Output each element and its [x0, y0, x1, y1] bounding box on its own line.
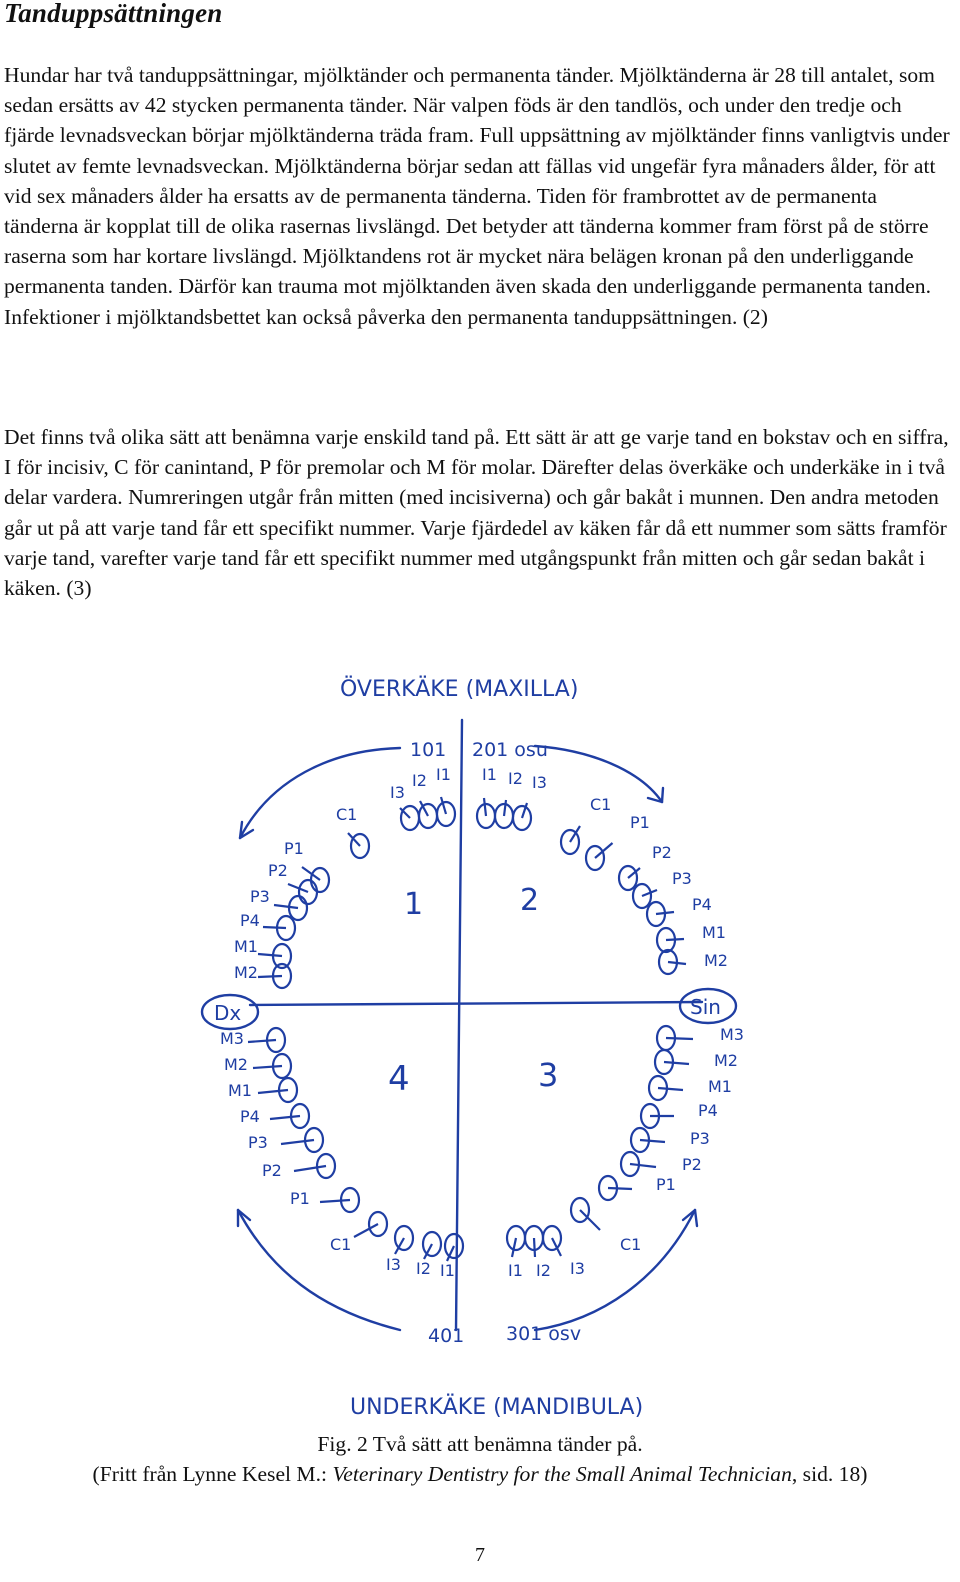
- tooth-label-ll-p1: P1: [290, 1189, 310, 1208]
- tooth-label-ul-p1: P1: [284, 839, 304, 858]
- quadrant-1-label: 1: [404, 887, 424, 922]
- paragraph-2: Det finns två olika sätt att benämna varje enskild tand på. Ett sätt är att ge varje tand en bokstav och en siffra, I för incisiv, C för canintand, P för premolar och M för molar. Därefter delas överkäke och underkäke in i två delar vardera. Numreringen utgår från mitten (med incisiverna) och går bakåt i munnen. Den andra metoden går ut på att varje tand får ett specifikt nummer. Varje fjärdedel av käken får då ett nummer som sätts framför varje tand, varefter varje tand får ett specifikt nummer med utgångspunkt från mitten och går sedan bakåt i käken. (3): [4, 425, 949, 601]
- tooth-label-ll-i3: I3: [386, 1255, 401, 1274]
- tooth-label-lr-m2: M2: [714, 1051, 738, 1070]
- tooth-label-ur-c1: C1: [590, 795, 612, 814]
- tooth-stem: [258, 976, 282, 977]
- figure-source: (Fritt från Lynne Kesel M.: Veterinary Dentistry for the Small Animal Technician, sid. 18): [92, 1462, 868, 1486]
- tooth-label-ul-c1: C1: [336, 805, 358, 824]
- tooth-stem: [656, 912, 674, 914]
- paragraph-1: Hundar har två tanduppsättningar, mjölktänder och permanenta tänder. Mjölktänderna är 28 till antalet, som sedan ersätts av 42 stycken permanenta tänder. När valpen föds är den tandlös, och under den tredje och fjärde levnadsveckan börjar mjölktänderna träda fram. Full uppsättning av mjölktänder finns vanligtvis under slutet av femte levnadsveckan. Mjölktänderna börjar sedan att fällas vid ungefär fyra månaders ålder, för att vid sex månaders ålder ha ersatts av de permanenta tänderna. Tiden för frambrottet av de permanenta tänderna är kopplat till de olika rasernas livslängd. Det betyder att tänderna kommer fram först på de större raserna som har kortare livslängd. Mjölktandens rot är mycket nära belägen kronan på den underliggande permanenta tanden. Därför kan trauma mot mjölktanden även skada den underliggande permanenta tanden. Infektioner i mjölktandsbettet kan också påverka den permanenta tanduppsättningen. (2): [4, 63, 950, 329]
- arrow-upper-right: [535, 746, 662, 802]
- tooth-label-ur-i2: I2: [508, 769, 523, 788]
- tooth-stem: [320, 1200, 350, 1202]
- lower-jaw-label: UNDERKÄKE (MANDIBULA): [350, 1395, 644, 1420]
- tooth-stem: [258, 1090, 288, 1093]
- tooth-label-ur-p3: P3: [672, 869, 692, 888]
- tooth-label-lr-i2: I2: [536, 1261, 551, 1280]
- tooth-label-ll-m1: M1: [228, 1081, 252, 1100]
- upper-left-number: 101: [410, 739, 447, 761]
- section-heading: Tanduppsättningen: [4, 0, 223, 28]
- tooth-stem: [630, 1164, 656, 1167]
- upper-right-number: 201 osu: [472, 739, 548, 761]
- tooth-stem: [664, 1062, 689, 1064]
- source-book-title: Veterinary Dentistry for the Small Animal Technician: [332, 1462, 792, 1486]
- tooth-label-ul-p4: P4: [240, 911, 260, 930]
- tooth-stem: [274, 905, 298, 908]
- dental-chart-drawing: [190, 670, 770, 1430]
- tooth-stem: [258, 954, 282, 956]
- tooth-label-ll-c1: C1: [330, 1235, 352, 1254]
- tooth-stem: [270, 1116, 300, 1119]
- tooth-label-ur-i1: I1: [482, 765, 497, 784]
- tooth-label-ul-m2: M2: [234, 963, 258, 982]
- tooth-label-ul-p3: P3: [250, 887, 270, 906]
- tooth-label-ll-m3: M3: [220, 1029, 244, 1048]
- tooth-label-ur-m1: M1: [702, 923, 726, 942]
- tooth-stem: [580, 1210, 600, 1230]
- tooth-label-ll-i1: I1: [440, 1261, 455, 1280]
- sin-label: Sin: [690, 995, 721, 1019]
- tooth-label-lr-m3: M3: [720, 1025, 744, 1044]
- tooth-label-ur-p2: P2: [652, 843, 672, 862]
- tooth-label-ur-p4: P4: [692, 895, 712, 914]
- tooth-stem: [666, 1038, 693, 1039]
- tooth-stem: [441, 797, 446, 814]
- tooth-stem: [263, 927, 286, 928]
- tooth-label-ul-p2: P2: [268, 861, 288, 880]
- tooth-label-lr-p2: P2: [682, 1155, 702, 1174]
- tooth-stem: [504, 800, 506, 816]
- tooth-label-ll-p3: P3: [248, 1133, 268, 1152]
- tooth-stem: [534, 1238, 535, 1257]
- tooth-label-lr-c1: C1: [620, 1235, 642, 1254]
- tooth-stem: [281, 1140, 314, 1144]
- tooth-label-lr-i1: I1: [508, 1261, 523, 1280]
- quadrant-3-label: 3: [538, 1056, 559, 1094]
- horizontal-midline: [250, 1002, 702, 1005]
- dental-chart-figure: [190, 670, 770, 1430]
- tooth-label-lr-p1: P1: [656, 1175, 676, 1194]
- tooth-label-ul-i2: I2: [412, 771, 427, 790]
- tooth-stem: [248, 1040, 276, 1042]
- tooth-label-ll-i2: I2: [416, 1259, 431, 1278]
- tooth-label-ul-i3: I3: [390, 783, 405, 802]
- tooth-label-ul-i1: I1: [436, 765, 451, 784]
- lower-left-number: 401: [428, 1325, 465, 1347]
- tooth-label-ur-m2: M2: [704, 951, 728, 970]
- arrow-lower-left: [238, 1210, 400, 1330]
- page-number: 7: [475, 1544, 485, 1566]
- tooth-label-lr-i3: I3: [570, 1259, 585, 1278]
- tooth-label-ll-m2: M2: [224, 1055, 248, 1074]
- tooth-stem: [484, 798, 486, 816]
- tooth-stem: [666, 939, 684, 940]
- tooth-label-ll-p4: P4: [240, 1107, 260, 1126]
- tooth-stem: [608, 1188, 632, 1189]
- tooth-stem: [294, 1166, 326, 1171]
- tooth-label-ur-i3: I3: [532, 773, 547, 792]
- dx-label: Dx: [214, 1001, 242, 1025]
- quadrant-2-label: 2: [520, 883, 540, 918]
- tooth-label-lr-p4: P4: [698, 1101, 718, 1120]
- upper-jaw-label: ÖVERKÄKE (MAXILLA): [340, 677, 579, 702]
- tooth-stem: [668, 962, 686, 964]
- tooth-stem: [658, 1088, 683, 1090]
- tooth-stem: [640, 1140, 665, 1142]
- lower-right-number: 301 osv: [506, 1323, 582, 1345]
- tooth-label-lr-p3: P3: [690, 1129, 710, 1148]
- figure-caption: Fig. 2 Två sätt att benämna tänder på.: [317, 1432, 643, 1456]
- tooth-label-ur-p1: P1: [630, 813, 650, 832]
- tooth-label-ll-p2: P2: [262, 1161, 282, 1180]
- tooth-label-ul-m1: M1: [234, 937, 258, 956]
- tooth-stem: [552, 1238, 561, 1256]
- arrow-upper-left: [240, 748, 400, 838]
- tooth-stem: [253, 1066, 282, 1068]
- tooth-label-lr-m1: M1: [708, 1077, 732, 1096]
- quadrant-4-label: 4: [388, 1059, 410, 1099]
- arrow-lower-right: [535, 1210, 695, 1330]
- tooth-stem: [512, 1238, 516, 1257]
